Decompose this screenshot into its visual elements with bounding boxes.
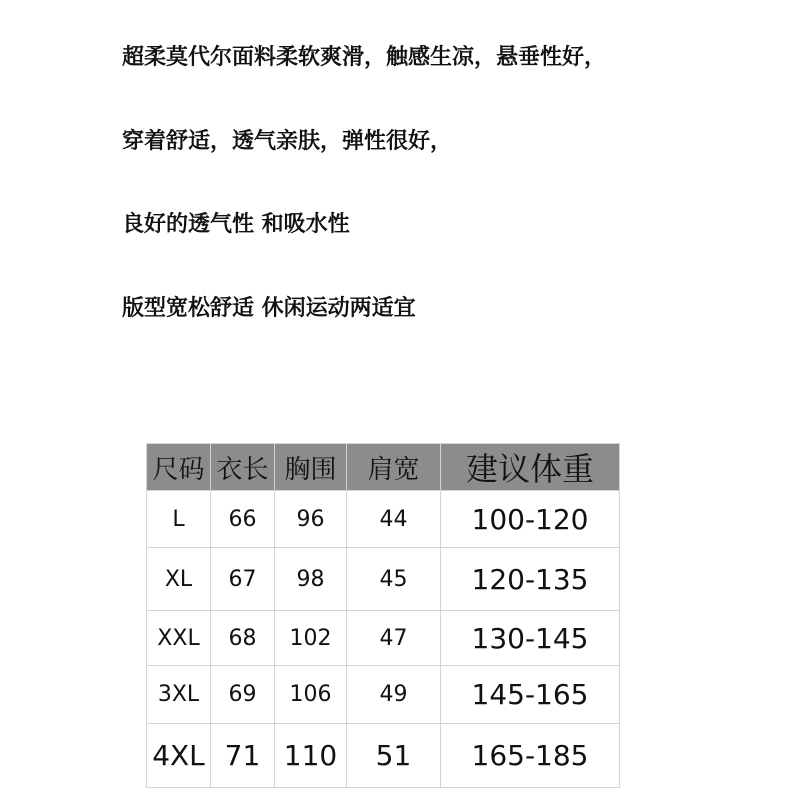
table-row — [147, 611, 620, 666]
cell-weight: 100-120 — [441, 491, 620, 548]
cell-shoulder: 47 — [347, 611, 441, 666]
cell-chest: 106 — [275, 666, 347, 724]
header-length: 衣长 — [211, 444, 275, 491]
cell-size: XXL — [147, 611, 211, 666]
cell-length: 68 — [211, 611, 275, 666]
description-line-1: 超柔莫代尔面料柔软爽滑，触感生凉，悬垂性好， — [122, 45, 607, 70]
cell-weight: 130-145 — [441, 611, 620, 666]
header-shoulder: 肩宽 — [347, 444, 441, 491]
cell-length: 67 — [211, 548, 275, 611]
cell-chest: 96 — [275, 491, 347, 548]
cell-length: 71 — [211, 724, 275, 788]
cell-chest: 98 — [275, 548, 347, 611]
cell-size: XL — [147, 548, 211, 611]
table-row — [147, 548, 620, 611]
cell-length: 66 — [211, 491, 275, 548]
cell-chest: 110 — [275, 724, 347, 788]
cell-size: L — [147, 491, 211, 548]
header-weight: 建议体重 — [441, 444, 620, 491]
description-line-3: 良好的透气性 和吸水性 — [122, 212, 350, 237]
cell-weight: 120-135 — [441, 548, 620, 611]
cell-shoulder: 51 — [347, 724, 441, 788]
size-chart-table — [146, 443, 620, 788]
header-chest: 胸围 — [275, 444, 347, 491]
cell-shoulder: 49 — [347, 666, 441, 724]
cell-shoulder: 44 — [347, 491, 441, 548]
cell-size: 3XL — [147, 666, 211, 724]
cell-size: 4XL — [147, 724, 211, 788]
cell-length: 69 — [211, 666, 275, 724]
cell-weight: 145-165 — [441, 666, 620, 724]
table-row — [147, 491, 620, 548]
cell-weight: 165-185 — [441, 724, 620, 788]
description-line-2: 穿着舒适，透气亲肤，弹性很好， — [122, 129, 453, 154]
cell-shoulder: 45 — [347, 548, 441, 611]
table-row — [147, 724, 620, 788]
size-chart-header-row — [147, 444, 620, 491]
table-row — [147, 666, 620, 724]
cell-chest: 102 — [275, 611, 347, 666]
description-line-4: 版型宽松舒适 休闲运动两适宜 — [122, 296, 416, 321]
header-size: 尺码 — [147, 444, 211, 491]
